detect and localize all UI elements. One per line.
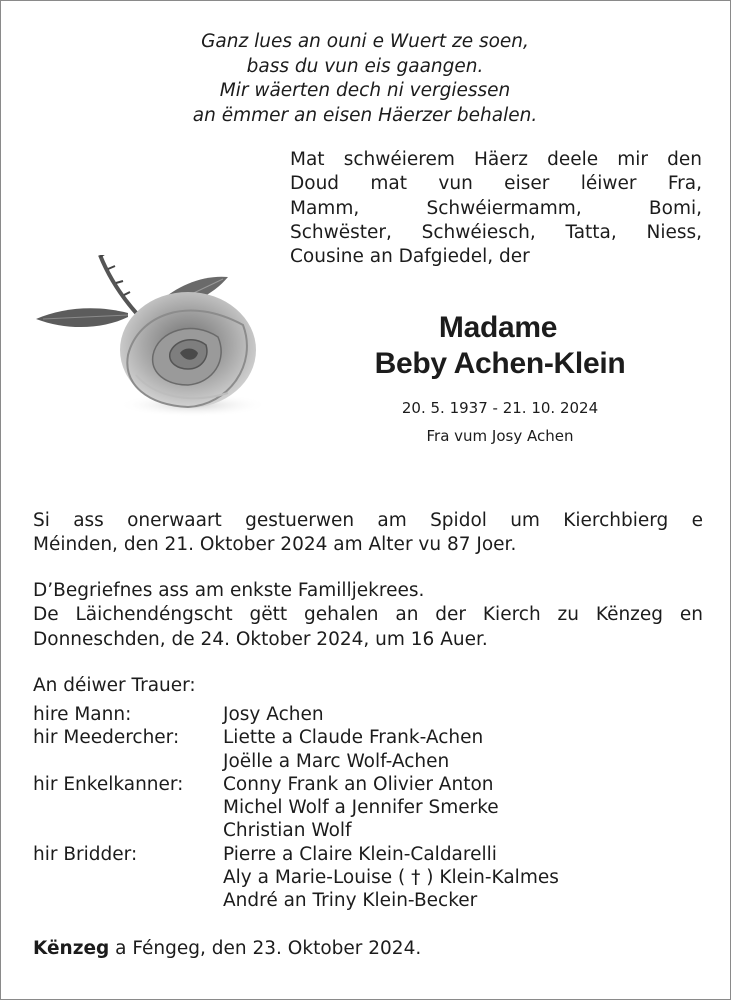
paragraph-line: Si ass onerwaart gestuerwen am Spidol um Kierchbierg e bbox=[33, 510, 703, 531]
place-name: Kënzeg bbox=[33, 938, 110, 959]
poem-line: Ganz lues an ouni e Wuert ze soen, bbox=[201, 31, 529, 52]
intro-line: Cousine an Dafgiedel, der bbox=[290, 246, 530, 268]
paragraph-line: Donneschden, de 24. Oktober 2024, um 16 Auer. bbox=[33, 628, 488, 650]
poem-line: bass du vun eis gaangen. bbox=[246, 55, 484, 77]
relation-names bbox=[223, 843, 703, 913]
relation-label: hire Mann: bbox=[33, 704, 132, 725]
mourner-name: Pierre a Claire Klein-Caldarelli bbox=[223, 843, 497, 865]
relation-label: hir Meedercher: bbox=[33, 727, 180, 749]
deceased-title: Madame bbox=[438, 311, 558, 344]
announcement-intro bbox=[290, 148, 702, 269]
mourner-name: Michel Wolf a Jennifer Smerke bbox=[223, 797, 499, 819]
intro-line: Mat schwéierem Häerz deele mir den bbox=[290, 149, 702, 170]
funeral-paragraph bbox=[33, 579, 703, 652]
paragraph-line: D’Begriefnes ass am enkste Familljekrees. bbox=[33, 580, 425, 601]
poem-line: Mir wäerten dech ni vergiessen bbox=[219, 80, 511, 101]
poem-line: an ëmmer an eisen Häerzer behalen. bbox=[192, 104, 538, 126]
relation-names bbox=[223, 726, 703, 773]
mourner-name: André an Triny Klein-Becker bbox=[223, 890, 478, 912]
mourner-name: Joëlle a Marc Wolf-Achen bbox=[223, 750, 450, 772]
mourners-list bbox=[33, 703, 703, 913]
paragraph-line: De Läichendéngscht gëtt gehalen an der Kierch zu Kënzeg en bbox=[33, 604, 703, 626]
mourner-name: Aly a Marie-Louise ( † ) Klein-Kalmes bbox=[223, 867, 559, 889]
intro-line: Mamm, Schwéiermamm, Bomi, bbox=[290, 197, 702, 219]
paragraph-line: Méinden, den 21. Oktober 2024 am Alter vu 87 Joer. bbox=[33, 534, 517, 556]
mourner-group bbox=[33, 843, 703, 913]
mourner-name: Conny Frank an Olivier Anton bbox=[223, 773, 494, 795]
mourner-group bbox=[33, 703, 703, 726]
intro-line: Schwëster, Schwéiesch, Tatta, Niess, bbox=[290, 221, 702, 243]
mourner-name: Christian Wolf bbox=[223, 820, 352, 842]
place-date-line bbox=[33, 937, 421, 961]
mourner-group bbox=[33, 773, 703, 843]
spouse-line: Fra vum Josy Achen bbox=[426, 427, 574, 445]
relation-names bbox=[223, 703, 703, 726]
rose-image bbox=[28, 255, 263, 425]
relation-names bbox=[223, 773, 703, 843]
death-paragraph bbox=[33, 509, 703, 558]
mourner-name: Josy Achen bbox=[223, 704, 324, 725]
life-dates: 20. 5. 1937 - 21. 10. 2024 bbox=[401, 399, 599, 417]
intro-line: Doud mat vun eiser léiwer Fra, bbox=[290, 173, 702, 195]
mourner-group bbox=[33, 726, 703, 773]
mourners-heading: An déiwer Trauer: bbox=[33, 675, 196, 696]
place-date-text: a Féngeg, den 23. Oktober 2024. bbox=[109, 938, 422, 959]
deceased-name: Beby Achen-Klein bbox=[374, 347, 626, 380]
memorial-poem bbox=[100, 30, 630, 128]
relation-label: hir Bridder: bbox=[33, 843, 138, 865]
mourner-name: Liette a Claude Frank-Achen bbox=[223, 727, 484, 749]
relation-label: hir Enkelkanner: bbox=[33, 773, 184, 795]
